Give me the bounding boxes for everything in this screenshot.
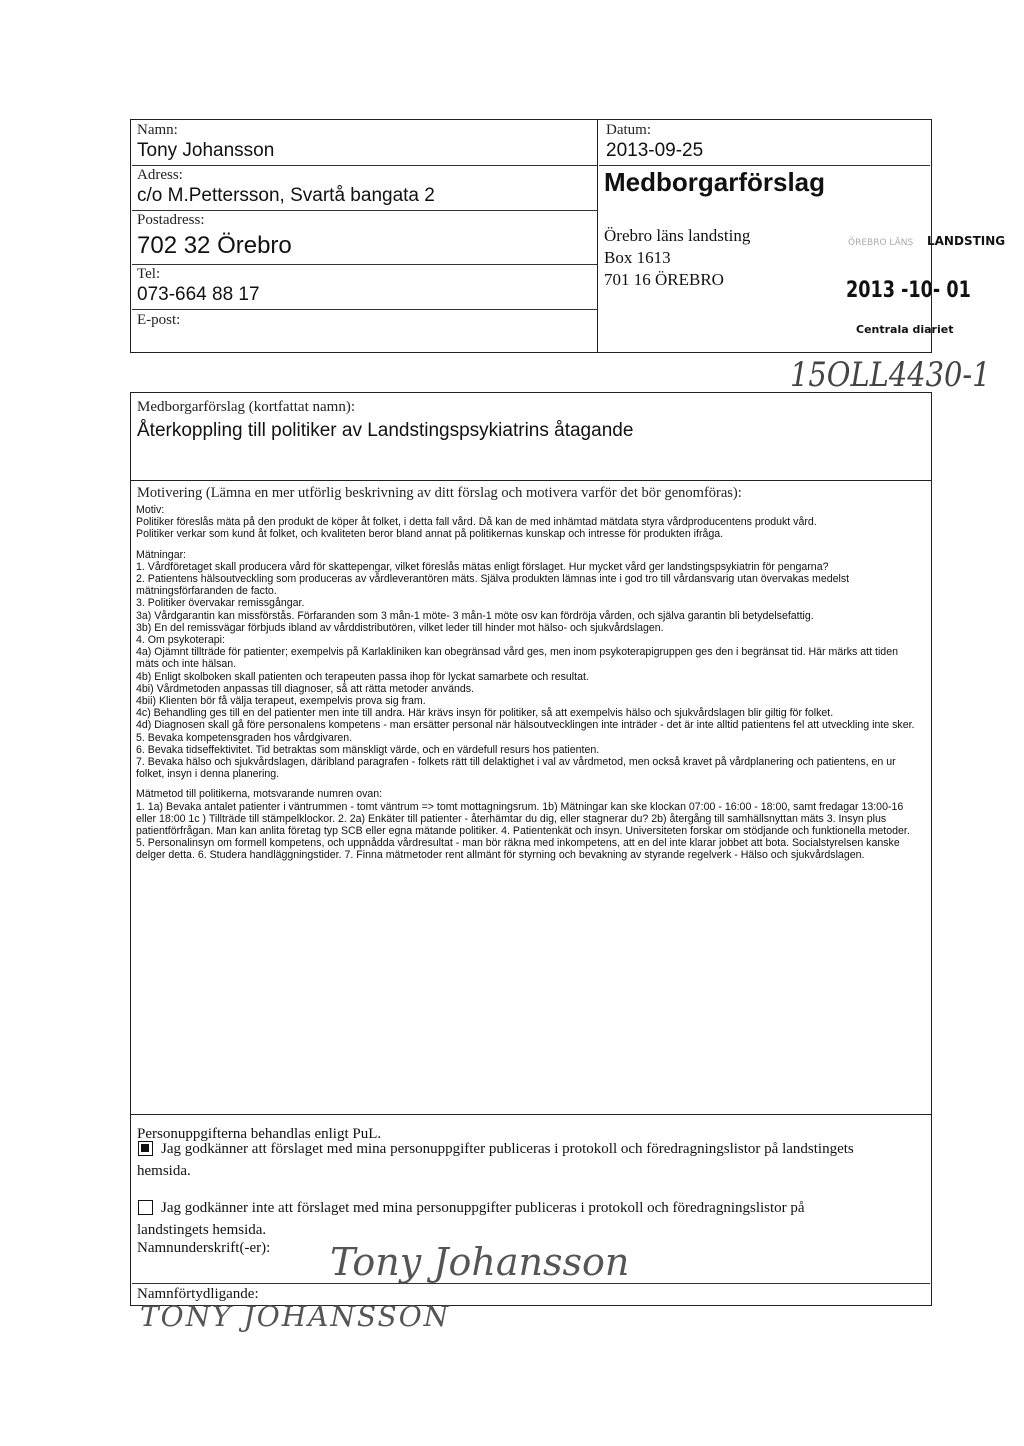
name-value: Tony Johansson	[137, 140, 275, 161]
motivation-line: Motiv:	[136, 504, 165, 516]
motivation-line: Politiker verkar som kund åt folket, och kvaliteten beror bland annat på politikernas kunskap och intresse för produkten ifråga.	[136, 528, 724, 541]
motivation-line: 6. Bevaka tidseffektivitet. Tid betraktas som mänskligt värde, och en värdefull resurs hos patienten.	[136, 743, 600, 756]
recipient-box: Box 1613	[604, 248, 671, 267]
stamp-org-faded: ÖREBRO LÄNS	[848, 238, 914, 248]
motivation-line: 2. Patientens hälsoutveckling som produceras av vårdleverantören mäts. Själva produkten lämnas inte i god tro till vårdansvarig utan övervakas medelst mätningsförfaranden de facto.	[136, 573, 850, 598]
phone-label: Tel:	[137, 266, 161, 282]
address-value: c/o M.Pettersson, Svartå bangata 2	[137, 185, 435, 206]
stamp-date: 2013 -10- 01	[846, 278, 971, 303]
motivation-line: 4b) Enligt skolboken skall patienten och terapeuten passa ihop för lyckat samarbete och resultat.	[136, 670, 589, 683]
motivation-text	[136, 504, 920, 862]
stamp-org: LANDSTING	[927, 234, 1006, 248]
postal-label: Postadress:	[137, 212, 205, 228]
motivation-line: Mätmetod till politikerna, motsvarande numren ovan:	[136, 788, 383, 801]
motivation-line: Politiker föreslås mäta på den produkt de köper åt folket, i detta fall vård. Då kan de med inhämtad mätdata styra vårdproducentens produkt vård.	[136, 516, 817, 529]
motivation-line: 1. 1a) Bevaka antalet patienter i väntrummen - tomt väntrum => tomt mottagningsrum. 1b) Mätningar kan ske klockan 07:00 - 16:00 - 18:00, samt fredagar 13:00-16 eller 18:00 1c ) Tillträde till stämpelklockor. 2. 2a) Enkäter till patienter - återhämtar du dig, eller stagnerar du? 2b) återgång till samhällsnyttan mäts 3. Insyn plus patientförfrågan. Man kan anlita företag typ SCB eller egna mätande politiker. 4. Patientenkät och insyn. Universiteten forskar om stödjande och funktionella metoder. 5. Personalinsyn om formell kompetens, och uppnådda vårdresultat - man bör räkna med inkompetens, att en del inte klarar jobbet att bota. Socialstyrelsen kanske delger detta. 6. Studera handläggningstider. 7. Finna mätmetoder rent allmänt för styrning och bevakning av styrande regelverk - Hälso och sjukvårdslagen.	[136, 800, 910, 862]
motivation-line: 3. Politiker övervakar remissgångar.	[136, 597, 305, 610]
motivation-line: Mätningar:	[136, 548, 187, 561]
proposal-label: Medborgarförslag (kortfattat namn):	[137, 399, 355, 415]
motivation-line	[136, 780, 920, 788]
motivation-line: 4c) Behandling ges till en del patienter men inte till andra. Här krävs insyn för politiker, så att exempelvis hälso och sjukvårdslagen blir giltig för folket.	[136, 707, 834, 720]
header-divider	[597, 119, 598, 353]
form-title: Medborgarförslag	[604, 167, 826, 197]
motivation-line: 3b) En del remissvägar förbjuds ibland av vårddistributören, vilket leder till hinder mot hälso- och sjukvårdslagen.	[136, 621, 664, 634]
recipient-org: Örebro läns landsting	[604, 226, 751, 245]
motivation-line: 4. Om psykoterapi:	[136, 634, 225, 647]
postal-underline	[132, 264, 597, 265]
recipient-city: 701 16 ÖREBRO	[604, 270, 724, 289]
motivation-label: Motivering (Lämna en mer utförlig beskrivning av ditt förslag och motivera varför det bör genomföras):	[137, 485, 742, 501]
motivation-line: 4bi) Vårdmetoden anpassas till diagnoser, så att rätta metoder används.	[136, 682, 475, 695]
motivation-line: 1. Vårdföretaget skall producera vård för skattepengar, vilket föreslås mätas enligt förslaget. Hur mycket vård ger landstingspsykiatrin för pengarna?	[136, 560, 829, 573]
signature-label: Namnunderskrift(-er):	[137, 1240, 271, 1256]
postal-value: 702 32 Örebro	[137, 232, 292, 259]
motivation-line	[136, 541, 920, 549]
clarification-label: Namnförtydligande:	[137, 1286, 259, 1302]
motivation-line: 4a) Ojämnt tillträde för patienter; exempelvis på Karlakliniken kan obegränsad vård ges, men inom psykoterapigruppen ges den i begränsat tid. Här märks att tiden mäts och inte hälsan.	[136, 646, 898, 671]
phone-value: 073-664 88 17	[137, 284, 260, 305]
consent-no-text: Jag godkänner inte att förslaget med mina personuppgifter publiceras i protokoll och föredragningslistor på landstingets hemsida.	[137, 1200, 805, 1238]
name-underline	[132, 165, 597, 166]
diary-number: 15OLL4430-1	[790, 355, 991, 395]
date-value: 2013-09-25	[606, 140, 704, 161]
motivation-line: 4bii) Klienten bör få välja terapeut, exempelvis prova sig fram.	[136, 695, 426, 708]
motivation-line: 4d) Diagnosen skall gå före personalens kompetens - man ersätter personal när hälsoutvecklingen inte inträder - det är inte alltid patientens fel att utveckling inte sker.	[136, 719, 915, 732]
motivation-line: 3a) Vårdgarantin kan missförstås. Förfaranden som 3 mån-1 möte- 3 mån-1 möte osv kan fördröja vården, och själva garantin bli betydelsefattig.	[136, 609, 814, 622]
name-label: Namn:	[137, 122, 178, 138]
date-label: Datum:	[606, 122, 651, 138]
motivation-line: 7. Bevaka hälso och sjukvårdslagen, däribland paragrafen - folkets rätt till delaktighet i val av vårdmetod, men också kravet på vårdplanering och patientens, en ur folket, insyn i denna planering.	[136, 756, 896, 781]
address-label: Adress:	[137, 167, 183, 183]
email-label: E-post:	[137, 312, 181, 328]
phone-underline	[132, 309, 597, 310]
signature: Tony Johansson	[330, 1240, 630, 1284]
clarification: TONY JOHANSSON	[140, 1300, 451, 1333]
consent-header: Personuppgifterna behandlas enligt PuL.	[137, 1126, 382, 1142]
motivation-line: 5. Bevaka kompetensgraden hos vårdgivaren.	[136, 731, 353, 744]
proposal-title: Återkoppling till politiker av Landstingspsykiatrins åtagande	[137, 420, 634, 441]
consent-yes-text: Jag godkänner att förslaget med mina personuppgifter publiceras i protokoll och föredragningslistor på landstingets hemsida.	[137, 1141, 854, 1179]
stamp-registry: Centrala diariet	[856, 323, 954, 336]
date-underline	[599, 165, 930, 166]
address-underline	[132, 210, 597, 211]
